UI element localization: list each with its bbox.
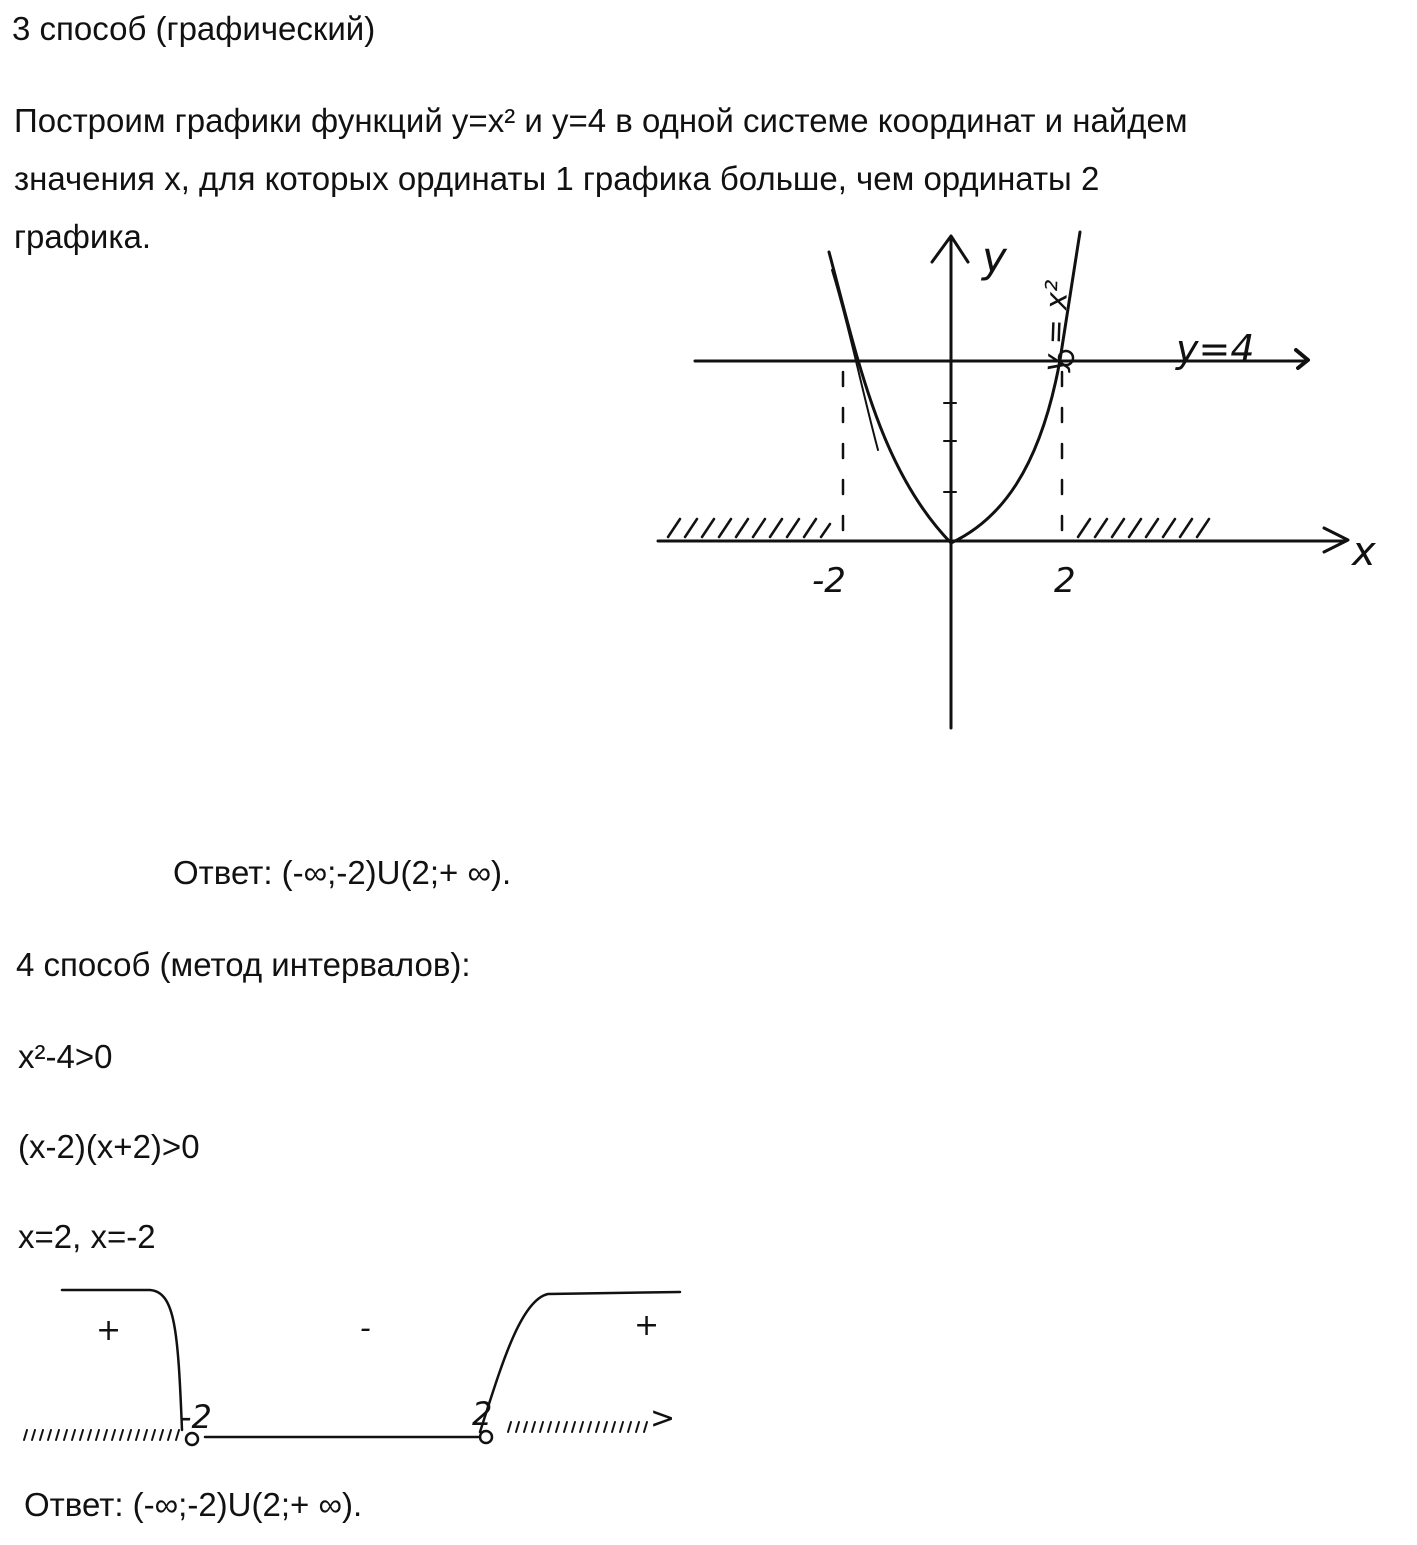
method4-step-2: (x-2)(x+2)>0: [18, 1128, 200, 1165]
intersection-point-right: [1059, 351, 1073, 365]
open-point-neg-2: [186, 1433, 198, 1445]
sign-left-plus: +: [96, 1313, 122, 1348]
method3-paragraph: [14, 92, 1409, 266]
paragraph-line-2: значения x, для которых ординаты 1 графика больше, чем ординаты 2: [14, 160, 1100, 197]
open-point-pos-2: [480, 1431, 492, 1443]
hatching-right: [1078, 519, 1209, 537]
paragraph-line-3: графика.: [14, 218, 152, 255]
point-label-neg-2: -2: [180, 1398, 212, 1436]
x-axis-arrowhead: [1324, 528, 1348, 552]
number-line-arrow: >: [650, 1401, 676, 1436]
tick-label-pos-2: 2: [1054, 561, 1076, 601]
method4-step-1: x²-4>0: [18, 1038, 113, 1075]
method4-answer: Ответ: (-∞;-2)U(2;+ ∞).: [24, 1486, 363, 1523]
hatching-left: [668, 519, 830, 537]
sign-middle-minus: -: [360, 1311, 371, 1346]
number-line-hatching-right: [508, 1422, 647, 1432]
paragraph-line-1: Построим графики функций y=x² и y=4 в одной системе координат и найдем: [14, 102, 1188, 139]
method4-heading: 4 способ (метод интервалов):: [16, 946, 471, 983]
y-axis-label: y: [982, 233, 1007, 282]
sign-curve: [62, 1290, 182, 1430]
method3-heading: 3 способ (графический): [12, 10, 376, 47]
tick-label-neg-2: -2: [812, 561, 846, 601]
number-line-hatching-left: [24, 1430, 179, 1440]
line-y4-label: y=4: [1176, 327, 1255, 371]
parabola-label: y = x²: [1037, 279, 1076, 373]
parabola-curve: [829, 232, 1080, 543]
point-label-pos-2: 2: [472, 1395, 493, 1433]
sign-right-plus: +: [634, 1308, 660, 1343]
x-axis-label: x: [1352, 529, 1376, 575]
method3-answer: Ответ: (-∞;-2)U(2;+ ∞).: [173, 854, 512, 891]
method4-step-3: x=2, x=-2: [18, 1218, 156, 1255]
